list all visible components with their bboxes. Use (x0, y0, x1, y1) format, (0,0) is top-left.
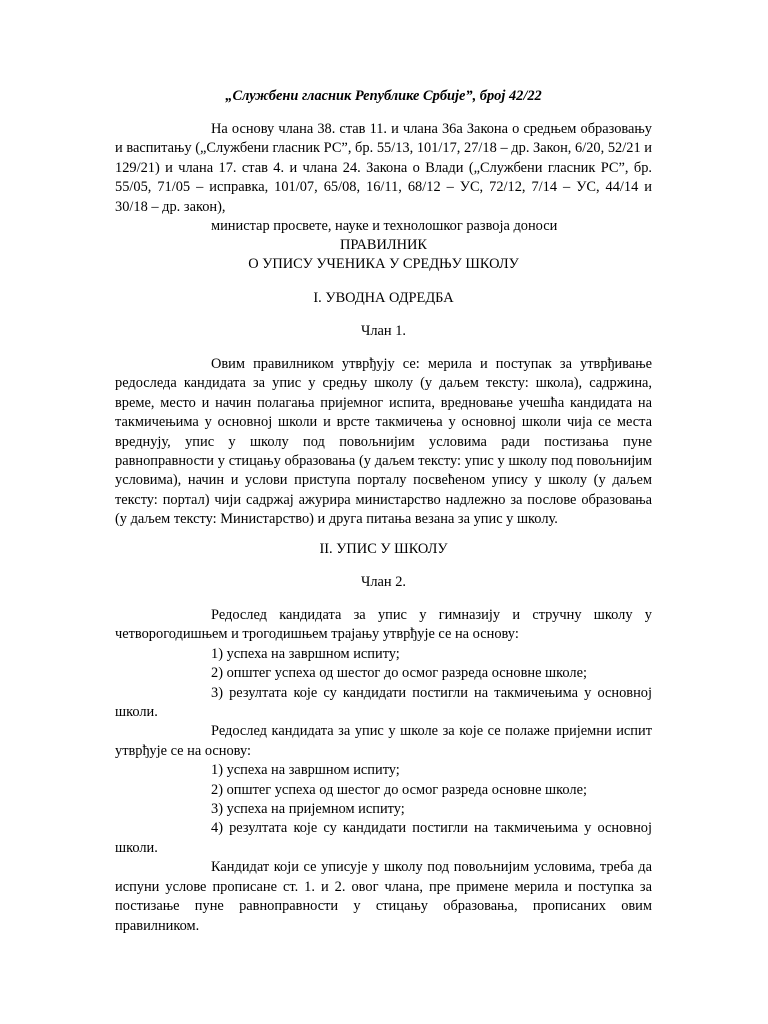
article-2-paragraph-2: Редослед кандидата за упис у школе за које се полаже пријемни испит утврђује се на основу: (115, 723, 652, 759)
preamble (115, 120, 652, 236)
list-item: 2) општег успеха од шестог до осмог разреда основне школе; (211, 781, 587, 798)
article-2-label: Члан 2. (360, 574, 406, 590)
gazette-title: „Службени гласник Републике Србије”, број 42/22 (225, 88, 542, 104)
regulation-title-line1: ПРАВИЛНИК (339, 237, 428, 253)
article-1-body (115, 355, 652, 530)
list-item: 3) успеха на пријемном испиту; (211, 801, 405, 818)
list-item: 2) општег успеха од шестог до осмог разреда основне школе; (211, 665, 587, 682)
article-1-label: Члан 1. (360, 323, 406, 339)
article-2-paragraph-1: Редослед кандидата за упис у гимназију и стручну школу у четворогодишњем и трогодишњем трајању утврђује се на основу: (115, 607, 652, 643)
regulation-title-line2: О УПИСУ УЧЕНИКА У СРЕДЊУ ШКОЛУ (248, 256, 519, 273)
section-2-heading: II. УПИС У ШКОЛУ (319, 541, 448, 557)
section-1-heading: I. УВОДНА ОДРЕДБА (313, 290, 454, 306)
list-item: 4) резултата које су кандидати постигли на такмичењима у основној школи. (115, 820, 652, 856)
list-item: 1) успеха на завршном испиту; (211, 762, 400, 779)
list-item: 1) успеха на завршном испиту; (211, 645, 400, 662)
list-item: 3) резултата које су кандидати постигли на такмичењима у основној школи. (115, 684, 652, 721)
preamble-issuer: министар просвете, науке и технолошког развоја доноси (211, 218, 558, 235)
preamble-legal-basis: На основу члана 38. став 11. и члана 36а Закона о средњем образовању и васпитању („Службени гласник РС”, бр. 55/13, 101/17, 27/18 – др. Закон, 6/20, 52/21 и 129/21) и члана 17. став 4. и члана 24. Закона о Влади („Службени гласник РС”, бр. 55/05, 71/05 – исправка, 101/07, 65/08, 16/11, 68/12 – УС, 72/12, 7/14 – УС, 44/14 и 30/18 – др. закон), (115, 121, 652, 215)
regulation-title (115, 236, 652, 275)
article-2-paragraph-3: Кандидат који се уписује у школу под повољнијим условима, треба да испуни услове прописане ст. 1. и 2. овог члана, пре примене мерила и поступка за постизање пуне равноправности у стицању образовања, прописаних овим правилником. (115, 859, 652, 934)
article-2-body (115, 606, 652, 936)
article-1-text: Овим правилником утврђују се: мерила и поступак за утврђивање редоследа кандидата за упис у средњу школу (у даљем тексту: школа), садржина, време, место и начин полагања пријемног испита, вредновање учешћа кандидата на такмичењима у основној школи и врсте такмичења у основној школи чија се места вреднују, упис у школу под повољнијим условима ради постизања пуне равноправности у стицању образовања (у даљем тексту: упис у школу под повољнијим условима), начин и услови приступа порталу посвећеном упису у школу (у даљем тексту: портал) чији садржај ажурира министарство надлежно за послове образовања (у даљем тексту: Министарство) и друга питања везана за упис у школу. (115, 356, 652, 528)
